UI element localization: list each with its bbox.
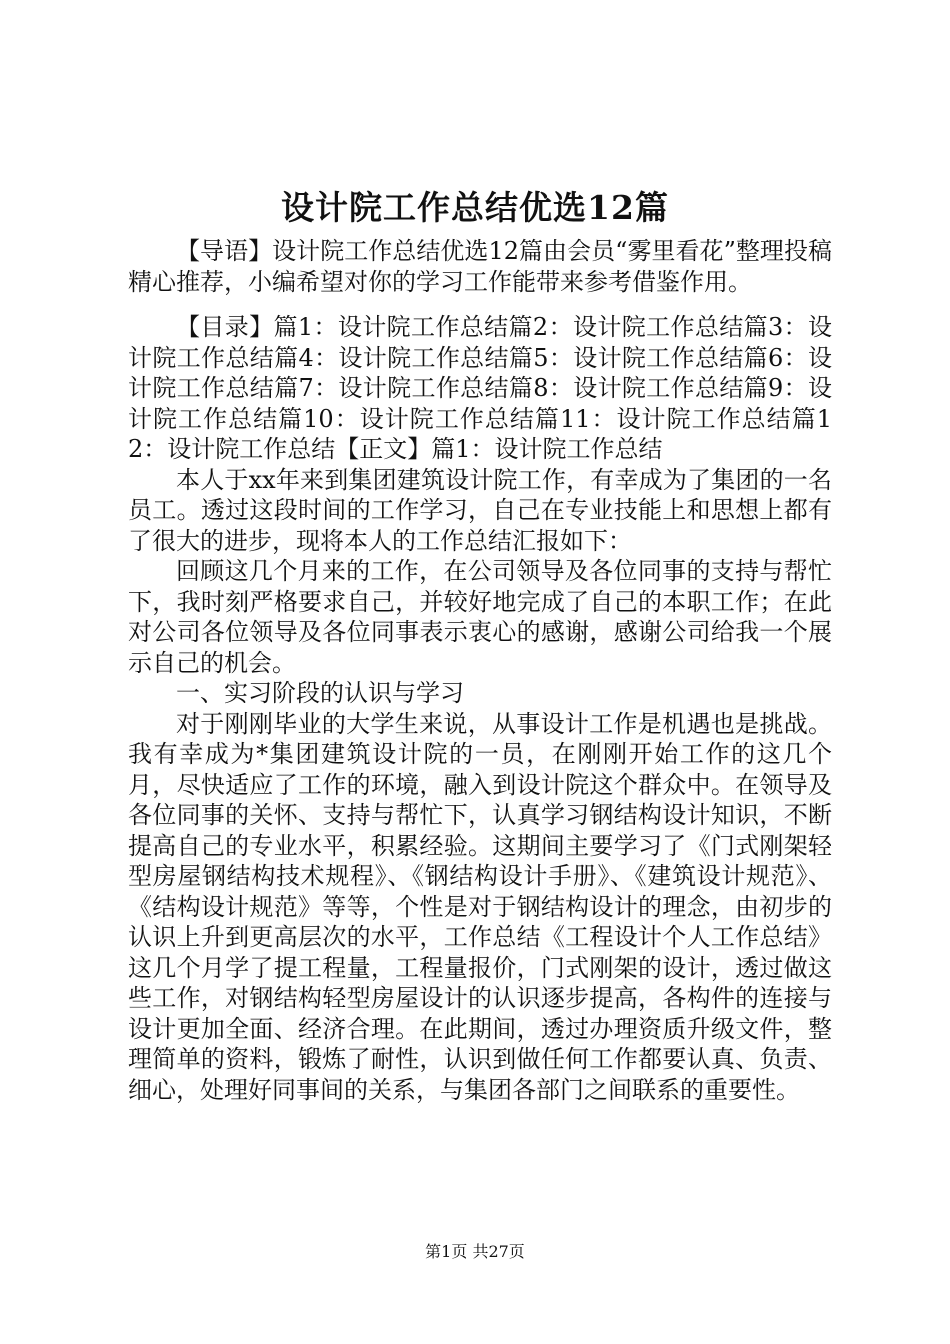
body-paragraph: 回顾这几个月来的工作，在公司领导及各位同事的支持与帮忙下，我时刻严格要求自己，并较好地完成了自己的本职工作；在此对公司各位领导及各位同事表示衷心的感谢，感谢公司给我一个展示自己的机会。 bbox=[128, 557, 832, 677]
document-title: 设计院工作总结优选12篇 bbox=[281, 188, 669, 227]
toc-paragraph: 【目录】篇1：设计院工作总结篇2：设计院工作总结篇3：设计院工作总结篇4：设计院工作总结篇5：设计院工作总结篇6：设计院工作总结篇7：设计院工作总结篇8：设计院工作总结篇9：设计院工作总结篇10：设计院工作总结篇11：设计院工作总结篇12：设计院工作总结【正文】篇1：设计院工作总结 bbox=[128, 313, 832, 463]
body-paragraph: 本人于xx年来到集团建筑设计院工作，有幸成为了集团的一名员工。透过这段时间的工作学习，自己在专业技能上和思想上都有了很大的进步，现将本人的工作总结汇报如下： bbox=[128, 465, 832, 555]
document-body bbox=[128, 236, 832, 1105]
intro-paragraph: 【导语】设计院工作总结优选12篇由会员“雾里看花”整理投稿精心推荐，小编希望对你的学习工作能带来参考借鉴作用。 bbox=[128, 237, 832, 296]
page-number-footer: 第1页 共27页 bbox=[425, 1242, 525, 1261]
body-paragraph: 对于刚刚毕业的大学生来说，从事设计工作是机遇也是挑战。我有幸成为*集团建筑设计院的一员，在刚刚开始工作的这几个月，尽快适应了工作的环境，融入到设计院这个群众中。在领导及各位同事的关怀、支持与帮忙下，认真学习钢结构设计知识，不断提高自己的专业水平，积累经验。这期间主要学习了《门式刚架轻型房屋钢结构技术规程》、《钢结构设计手册》、《建筑设计规范》、《结构设计规范》等等，个性是对于钢结构设计的理念，由初步的认识上升到更高层次的水平，工作总结《工程设计个人工作总结》这几个月学了提工程量，工程量报价，门式刚架的设计，透过做这些工作，对钢结构轻型房屋设计的认识逐步提高，各构件的连接与设计更加全面、经济合理。在此期间，透过办理资质升级文件，整理简单的资料，锻炼了耐性，认识到做任何工作都要认真、负责、细心，处理好同事间的关系，与集团各部门之间联系的重要性。 bbox=[128, 709, 832, 1104]
section-heading: 一、实习阶段的认识与学习 bbox=[176, 679, 464, 707]
